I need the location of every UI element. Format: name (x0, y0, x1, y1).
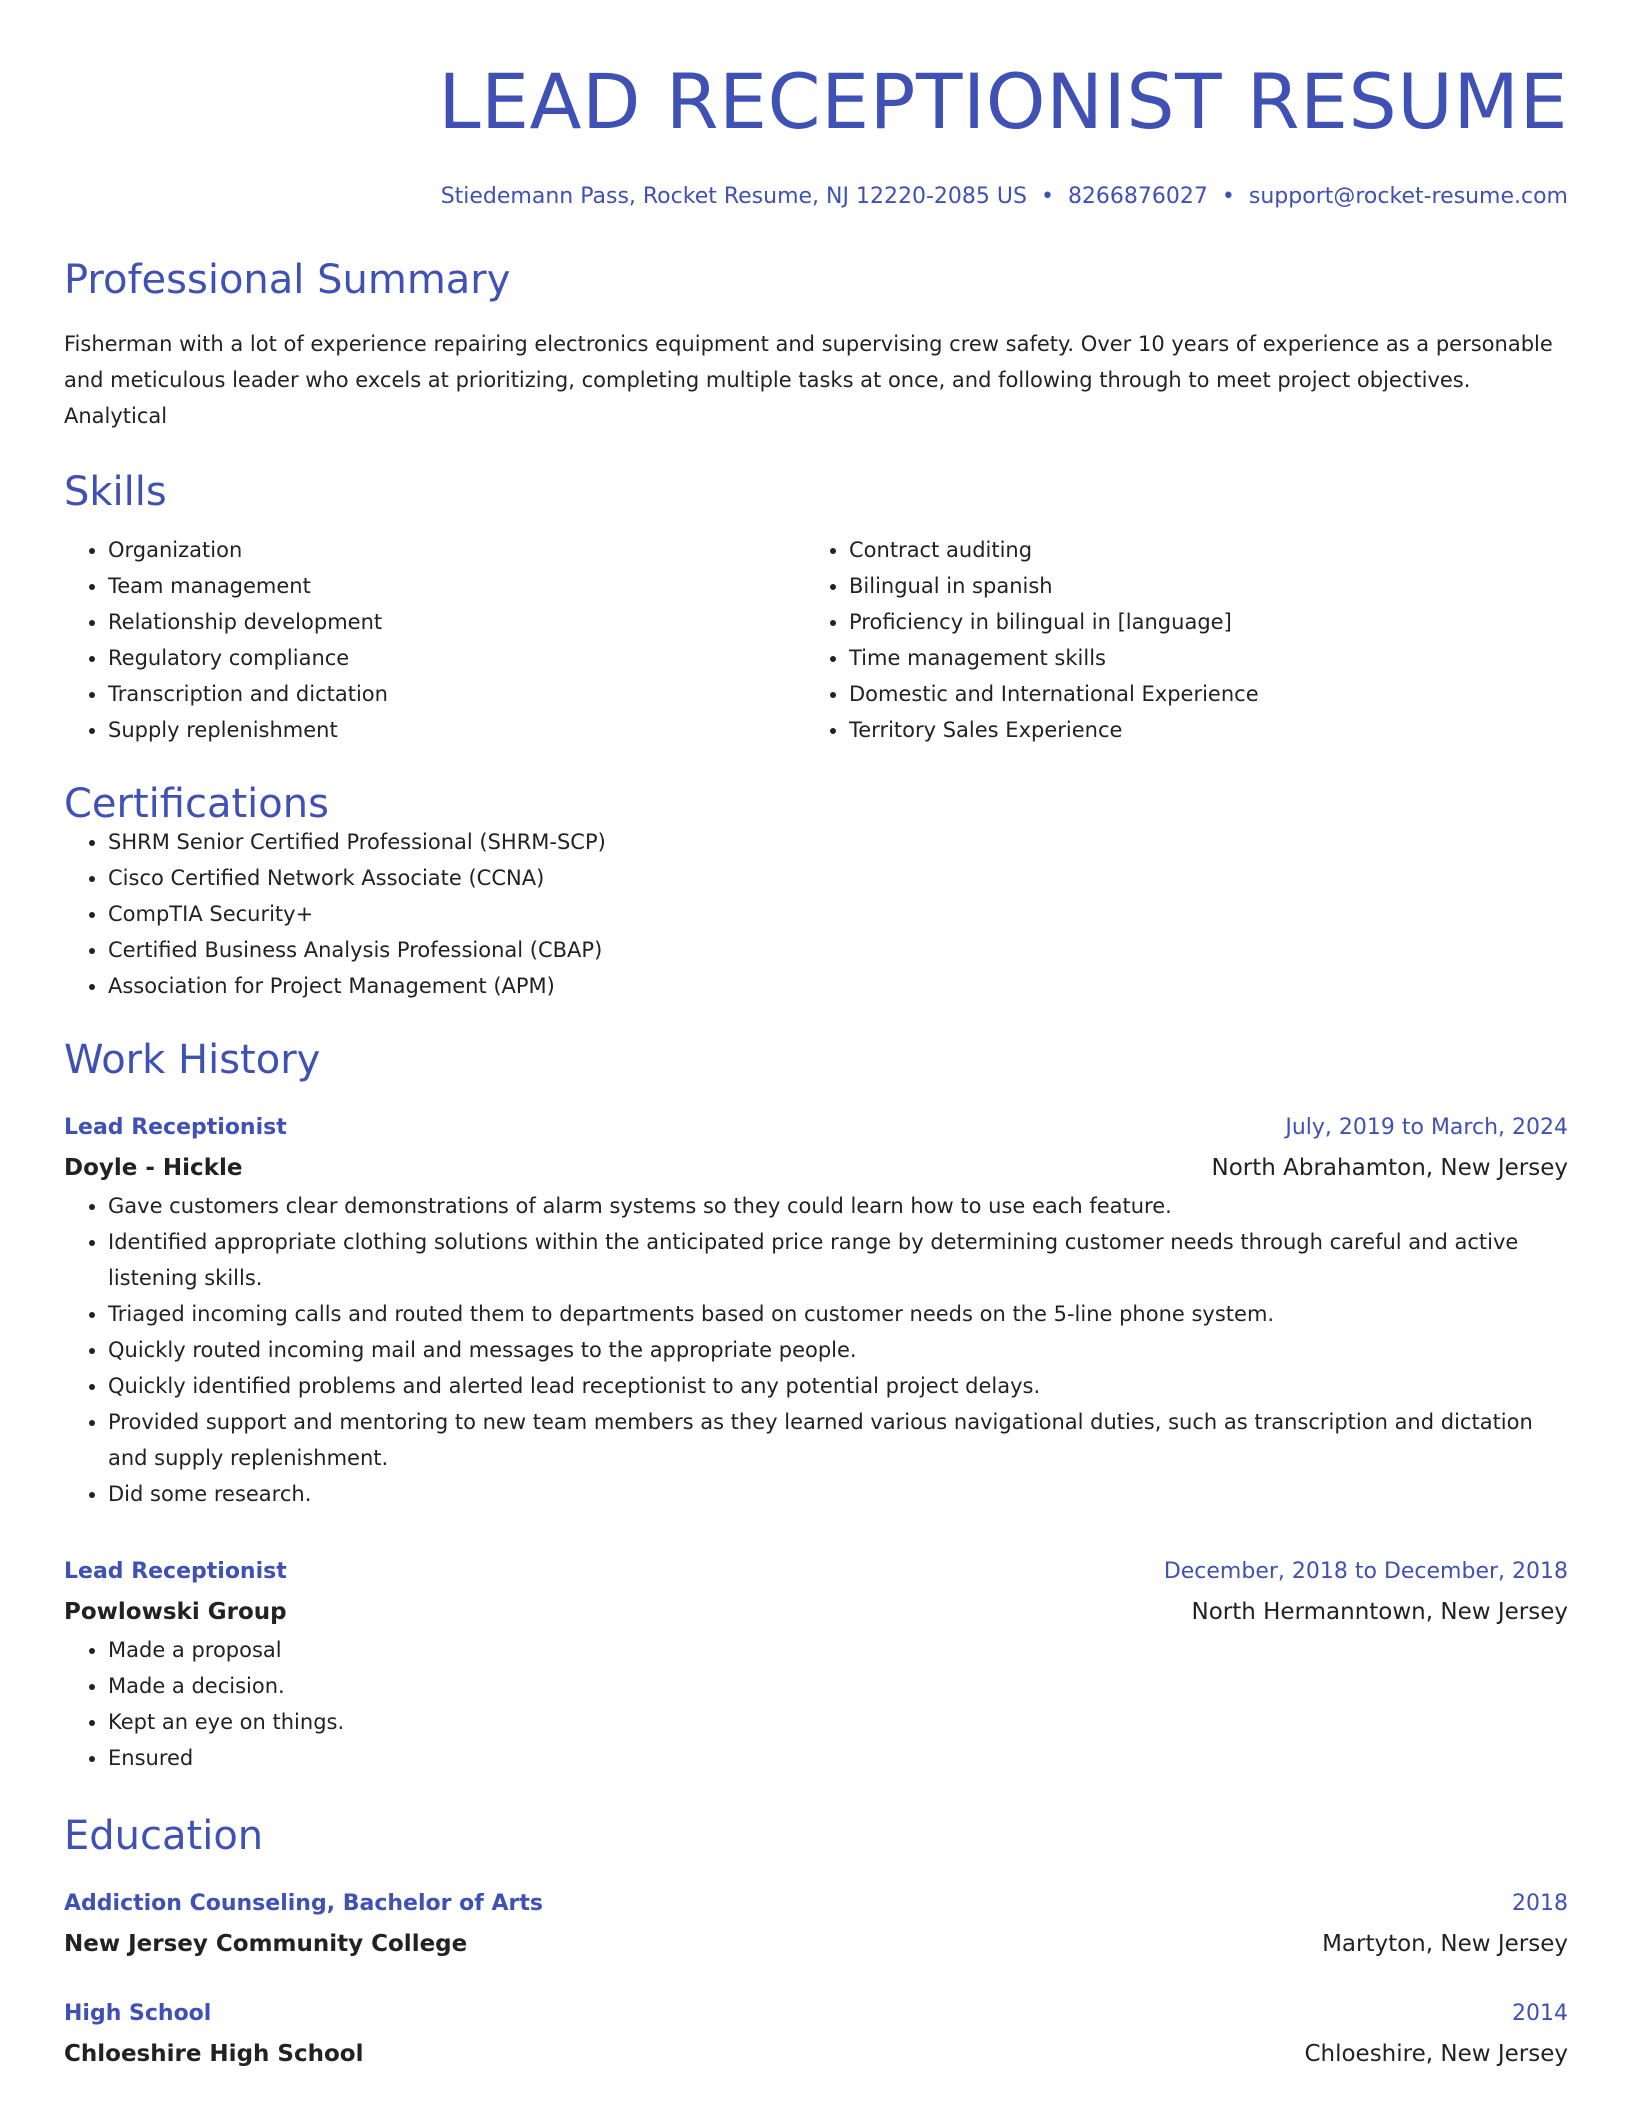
education-year: 2018 (1512, 1891, 1568, 1917)
contact-address: Stiedemann Pass, Rocket Resume, NJ 12220-2085 US (440, 184, 1027, 209)
skills-grid (64, 532, 1568, 748)
job-bullet: • Ensured (108, 1740, 1568, 1776)
skill-item: • Contract auditing (849, 532, 1568, 568)
skills-list-right (805, 532, 1568, 748)
job-header-row (64, 1108, 1568, 1148)
job-bullet: • Triaged incoming calls and routed them to departments based on customer needs on the 5-line phone system. (108, 1296, 1568, 1332)
education-year: 2014 (1512, 2001, 1568, 2027)
summary-text: Fisherman with a lot of experience repairing electronics equipment and supervising crew safety. Over 10 years of experience as a personable and meticulous leader who excels at prioritizing, completing multiple tasks at once, and following through to meet project objectives. Analytical (64, 332, 1553, 429)
job-bullet: • Quickly identified problems and alerted lead receptionist to any potential project delays. (108, 1368, 1568, 1404)
certification-item: • CompTIA Security+ (108, 896, 1568, 932)
job-bullet: • Gave customers clear demonstrations of alarm systems so they could learn how to use each feature. (108, 1188, 1568, 1224)
job-header-row (64, 1552, 1568, 1592)
job-company: Powlowski Group (64, 1599, 287, 1626)
job-bullet: • Did some research. (108, 1476, 1568, 1512)
job-bullets (64, 1188, 1568, 1512)
skill-item: • Time management skills (849, 640, 1568, 676)
job-location: North Hermanntown, New Jersey (1191, 1599, 1568, 1626)
education-header-row (64, 1994, 1568, 2034)
skill-item: • Transcription and dictation (108, 676, 805, 712)
education-header-row (64, 1884, 1568, 1924)
education-location: Martyton, New Jersey (1322, 1931, 1568, 1958)
skill-item: • Bilingual in spanish (849, 568, 1568, 604)
job-dates: December, 2018 to December, 2018 (1163, 1559, 1568, 1585)
skills-list-left (64, 532, 805, 748)
job-company: Doyle - Hickle (64, 1155, 243, 1182)
resume-title: LEAD RECEPTIONIST RESUME (438, 57, 1568, 146)
education-entry (64, 1884, 1568, 1964)
skill-item: • Team management (108, 568, 805, 604)
job-bullet: • Quickly routed incoming mail and messages to the appropriate people. (108, 1332, 1568, 1368)
job-bullet: • Made a proposal (108, 1632, 1568, 1668)
skill-item: • Territory Sales Experience (849, 712, 1568, 748)
job-company-row (64, 1592, 1568, 1632)
skill-item: • Supply replenishment (108, 712, 805, 748)
summary-heading: Professional Summary (64, 257, 511, 304)
job-role: Lead Receptionist (64, 1559, 287, 1585)
job-bullet: • Kept an eye on things. (108, 1704, 1568, 1740)
job-bullet: • Identified appropriate clothing solutions within the anticipated price range by determining customer needs through careful and active listening skills. (108, 1224, 1568, 1296)
education-school: Chloeshire High School (64, 2041, 364, 2068)
education-degree: Addiction Counseling, Bachelor of Arts (64, 1891, 543, 1917)
education-heading: Education (64, 1813, 264, 1860)
job-location: North Abrahamton, New Jersey (1211, 1155, 1568, 1182)
skill-item: • Relationship development (108, 604, 805, 640)
certification-item: • Association for Project Management (APM) (108, 968, 1568, 1004)
skill-item: • Regulatory compliance (108, 640, 805, 676)
education-school-row (64, 2034, 1568, 2074)
education-degree: High School (64, 2001, 212, 2027)
contact-phone: 8266876027 (1067, 184, 1208, 209)
contact-separator: • (1221, 184, 1235, 209)
certification-item: • Certified Business Analysis Professional (CBAP) (108, 932, 1568, 968)
job-bullet: • Made a decision. (108, 1668, 1568, 1704)
education-school-row (64, 1924, 1568, 1964)
work-history-heading: Work History (64, 1037, 321, 1084)
job-company-row (64, 1148, 1568, 1188)
job-dates: July, 2019 to March, 2024 (1285, 1115, 1568, 1141)
contact-email: support@rocket-resume.com (1248, 184, 1568, 209)
certification-item: • Cisco Certified Network Associate (CCNA) (108, 860, 1568, 896)
job-bullets (64, 1632, 1568, 1776)
contact-line (64, 184, 1568, 210)
job-entry (64, 1108, 1568, 1512)
education-entry (64, 1994, 1568, 2074)
skill-item: • Organization (108, 532, 805, 568)
job-role: Lead Receptionist (64, 1115, 287, 1141)
job-bullet: • Provided support and mentoring to new team members as they learned various navigational duties, such as transcription and dictation and supply replenishment. (108, 1404, 1568, 1476)
education-school: New Jersey Community College (64, 1931, 468, 1958)
certification-item: • SHRM Senior Certified Professional (SHRM-SCP) (108, 824, 1568, 860)
skills-heading: Skills (64, 469, 167, 516)
job-entry (64, 1552, 1568, 1776)
skill-item: • Proficiency in bilingual in [language] (849, 604, 1568, 640)
certifications-heading: Certifications (64, 781, 329, 828)
education-location: Chloeshire, New Jersey (1304, 2041, 1568, 2068)
skill-item: • Domestic and International Experience (849, 676, 1568, 712)
contact-separator: • (1040, 184, 1054, 209)
certifications-list (64, 824, 1568, 1004)
